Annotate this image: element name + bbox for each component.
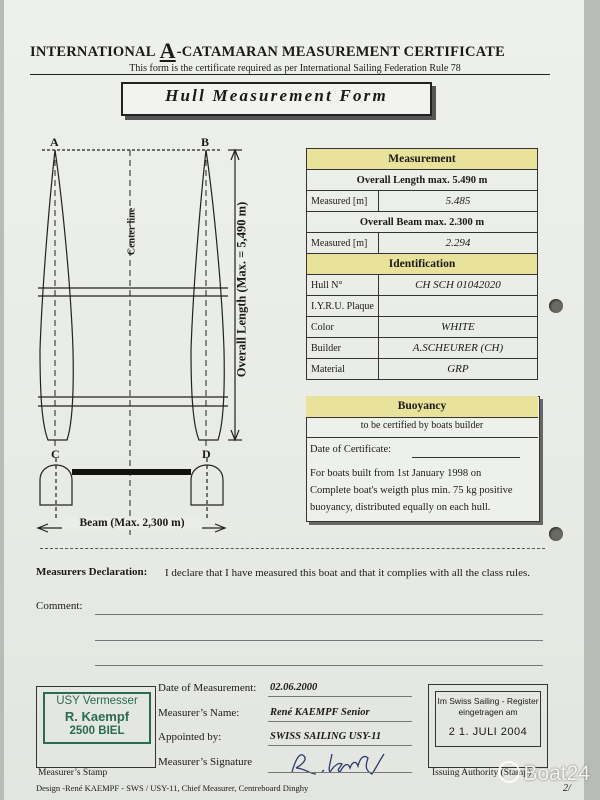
buoyancy-text [310, 465, 513, 516]
appointed-by-label: Appointed by: [158, 731, 222, 743]
comment-label: Comment: [36, 600, 83, 612]
certificate-date-label: Date of Certificate: [310, 444, 392, 455]
buoyancy-text-line: buoyancy, distributed equally on each hull. [310, 502, 491, 513]
appointed-by-value: SWISS SAILING USY-11 [270, 731, 382, 742]
authority-stamp-date: 2 1. JULI 2004 [448, 726, 528, 738]
measurer-stamp [43, 692, 151, 744]
section-separator [40, 548, 545, 549]
label-b: B [201, 135, 210, 149]
overall-length-label: Overall Length (Max. = 5,490 m) [234, 201, 249, 378]
length-measured-label: Measured [m] [307, 191, 379, 212]
buoyancy-subheader: to be certified by boats builder [360, 420, 484, 431]
authority-stamp-caption: Issuing Authority (Stamp) [432, 768, 532, 778]
comment-line [95, 640, 543, 641]
date-of-measurement-value: 02.06.2000 [270, 682, 318, 693]
certificate-subtitle: This form is the certificate required as per International Sailing Federation Rule 78 [129, 63, 461, 74]
color-value: WHITE [378, 317, 537, 338]
material-value: GRP [378, 359, 537, 380]
page-number: 2/ [563, 783, 571, 794]
watermark-text: Boat24 [523, 762, 590, 785]
measurer-stamp-caption: Measurer’s Stamp [38, 768, 108, 778]
buoyancy-divider [306, 437, 538, 438]
authority-stamp-box [428, 684, 548, 768]
label-d: D [202, 447, 211, 461]
buoyancy-header: Buoyancy [306, 396, 538, 418]
material-label: Material [307, 359, 379, 380]
cross-beam-section [72, 469, 191, 475]
hull-no-value: CH SCH 01042020 [378, 275, 537, 296]
authority-stamp [435, 691, 541, 747]
hull-no-label: Hull N° [307, 275, 379, 296]
plaque-label: I.Y.R.U. Plaque [307, 296, 379, 317]
watermark-logo-icon [498, 761, 520, 783]
footer-design: Design -René KAEMPF - SWS / USY-11, Chief Measurer, Centreboard Dinghy [36, 783, 309, 793]
beam-measured-value: 2.294 [378, 233, 537, 254]
punch-hole [549, 299, 563, 313]
date-line [268, 696, 412, 697]
name-line [268, 721, 412, 722]
label-c: C [51, 447, 60, 461]
identification-header: Identification [307, 254, 538, 275]
declaration-text: I declare that I have measured this boat and that it complies with all the class rules. [165, 567, 531, 579]
plaque-value [378, 296, 537, 317]
certificate-date-line [412, 457, 520, 458]
measurer-stamp-line2: R. Kaempf [64, 709, 130, 724]
measurement-table [306, 148, 538, 380]
beam-title: Overall Beam max. 2.300 m [307, 212, 538, 233]
declaration-label: Measurers Declaration: [36, 566, 148, 578]
signature-label: Measurer’s Signature [158, 756, 253, 768]
buoyancy-text-line: For boats built from 1st January 1998 on [310, 468, 482, 479]
comment-line [95, 614, 543, 615]
measurer-stamp-box [36, 686, 156, 768]
certificate-title: INTERNATIONAL A-CATAMARAN MEASUREMENT CERTIFICATE [30, 38, 505, 63]
length-title: Overall Length max. 5.490 m [307, 170, 538, 191]
measurer-name-value: René KAEMPF Senior [270, 707, 370, 718]
measurer-name-label: Measurer’s Name: [158, 707, 240, 719]
punch-hole [549, 527, 563, 541]
form-title: Hull Measurement Form [165, 86, 388, 105]
label-a: A [50, 135, 59, 149]
signature-line [268, 772, 412, 773]
watermark [498, 761, 590, 786]
color-label: Color [307, 317, 379, 338]
measurement-header: Measurement [307, 149, 538, 170]
beam-label: Beam (Max. 2,300 m) [62, 517, 202, 529]
measurer-stamp-line3: 2500 BIEL [69, 725, 125, 737]
beam-measured-label: Measured [m] [307, 233, 379, 254]
comment-line [95, 665, 543, 666]
length-measured-value: 5.485 [378, 191, 537, 212]
builder-label: Builder [307, 338, 379, 359]
center-line-label: Center line [126, 207, 138, 256]
hull-diagram [0, 0, 300, 545]
buoyancy-text-line: Complete boat's weigth plus min. 75 kg positive [310, 485, 513, 496]
authority-stamp-line1: Im Swiss Sailing - Register [437, 696, 539, 706]
measurer-stamp-line1: USY Vermesser [56, 695, 138, 707]
builder-value: A.SCHEURER (CH) [378, 338, 537, 359]
date-of-measurement-label: Date of Measurement: [158, 682, 257, 694]
authority-stamp-line2: eingetragen am [458, 707, 518, 717]
